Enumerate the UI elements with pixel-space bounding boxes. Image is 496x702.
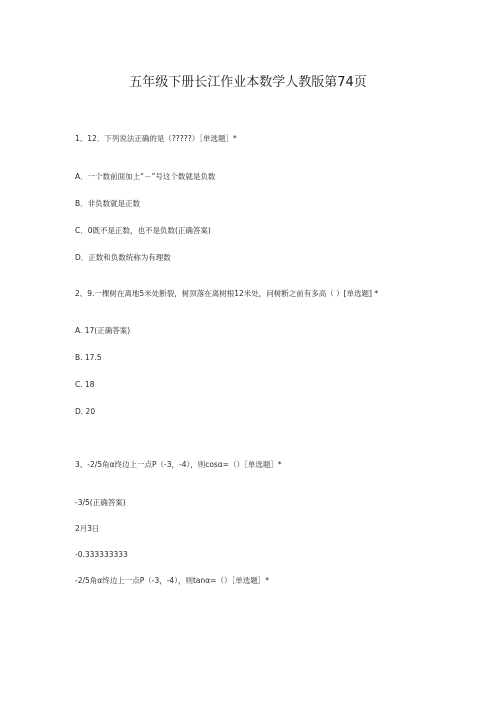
question-1-stem: 1、12．下列说法正确的是（?????）［单选题］* (75, 134, 237, 143)
question-1-option-c: C．0既不是正数，也不是负数(正确答案) (75, 226, 211, 235)
question-2-option-b: B. 17.5 (75, 353, 102, 362)
question-3-option-2: 2月3日 (75, 524, 100, 533)
question-1-option-b: B．非负数就是正数 (75, 199, 141, 208)
question-2-option-a: A. 17(正确答案) (75, 326, 131, 335)
question-3-option-3: -0.333333333 (75, 550, 128, 559)
question-1-option-a: A．一个数前面加上“－”号这个数就是负数 (75, 172, 216, 181)
question-1-option-d: D．正数和负数统称为有理数 (75, 253, 171, 262)
question-3-stem: 3、-2/5角α终边上一点P（-3，-4），则cosα=（）［单选题］* (75, 460, 282, 469)
question-2-option-d: D. 20 (75, 407, 96, 416)
question-2-option-c: C. 18 (75, 380, 95, 389)
question-3-option-1: -3/5(正确答案) (75, 498, 126, 507)
document-title: 五年级下册长江作业本数学人教版第74页 (129, 75, 367, 90)
question-2-stem: 2、9.一棵树在离地5米处断裂，树顶落在离树根12米处，问树断之前有多高（ ）[单选题] * (75, 289, 379, 298)
question-3-option-4: -2/5角α终边上一点P（-3，-4），则tanα=（）［单选题］* (75, 576, 269, 585)
